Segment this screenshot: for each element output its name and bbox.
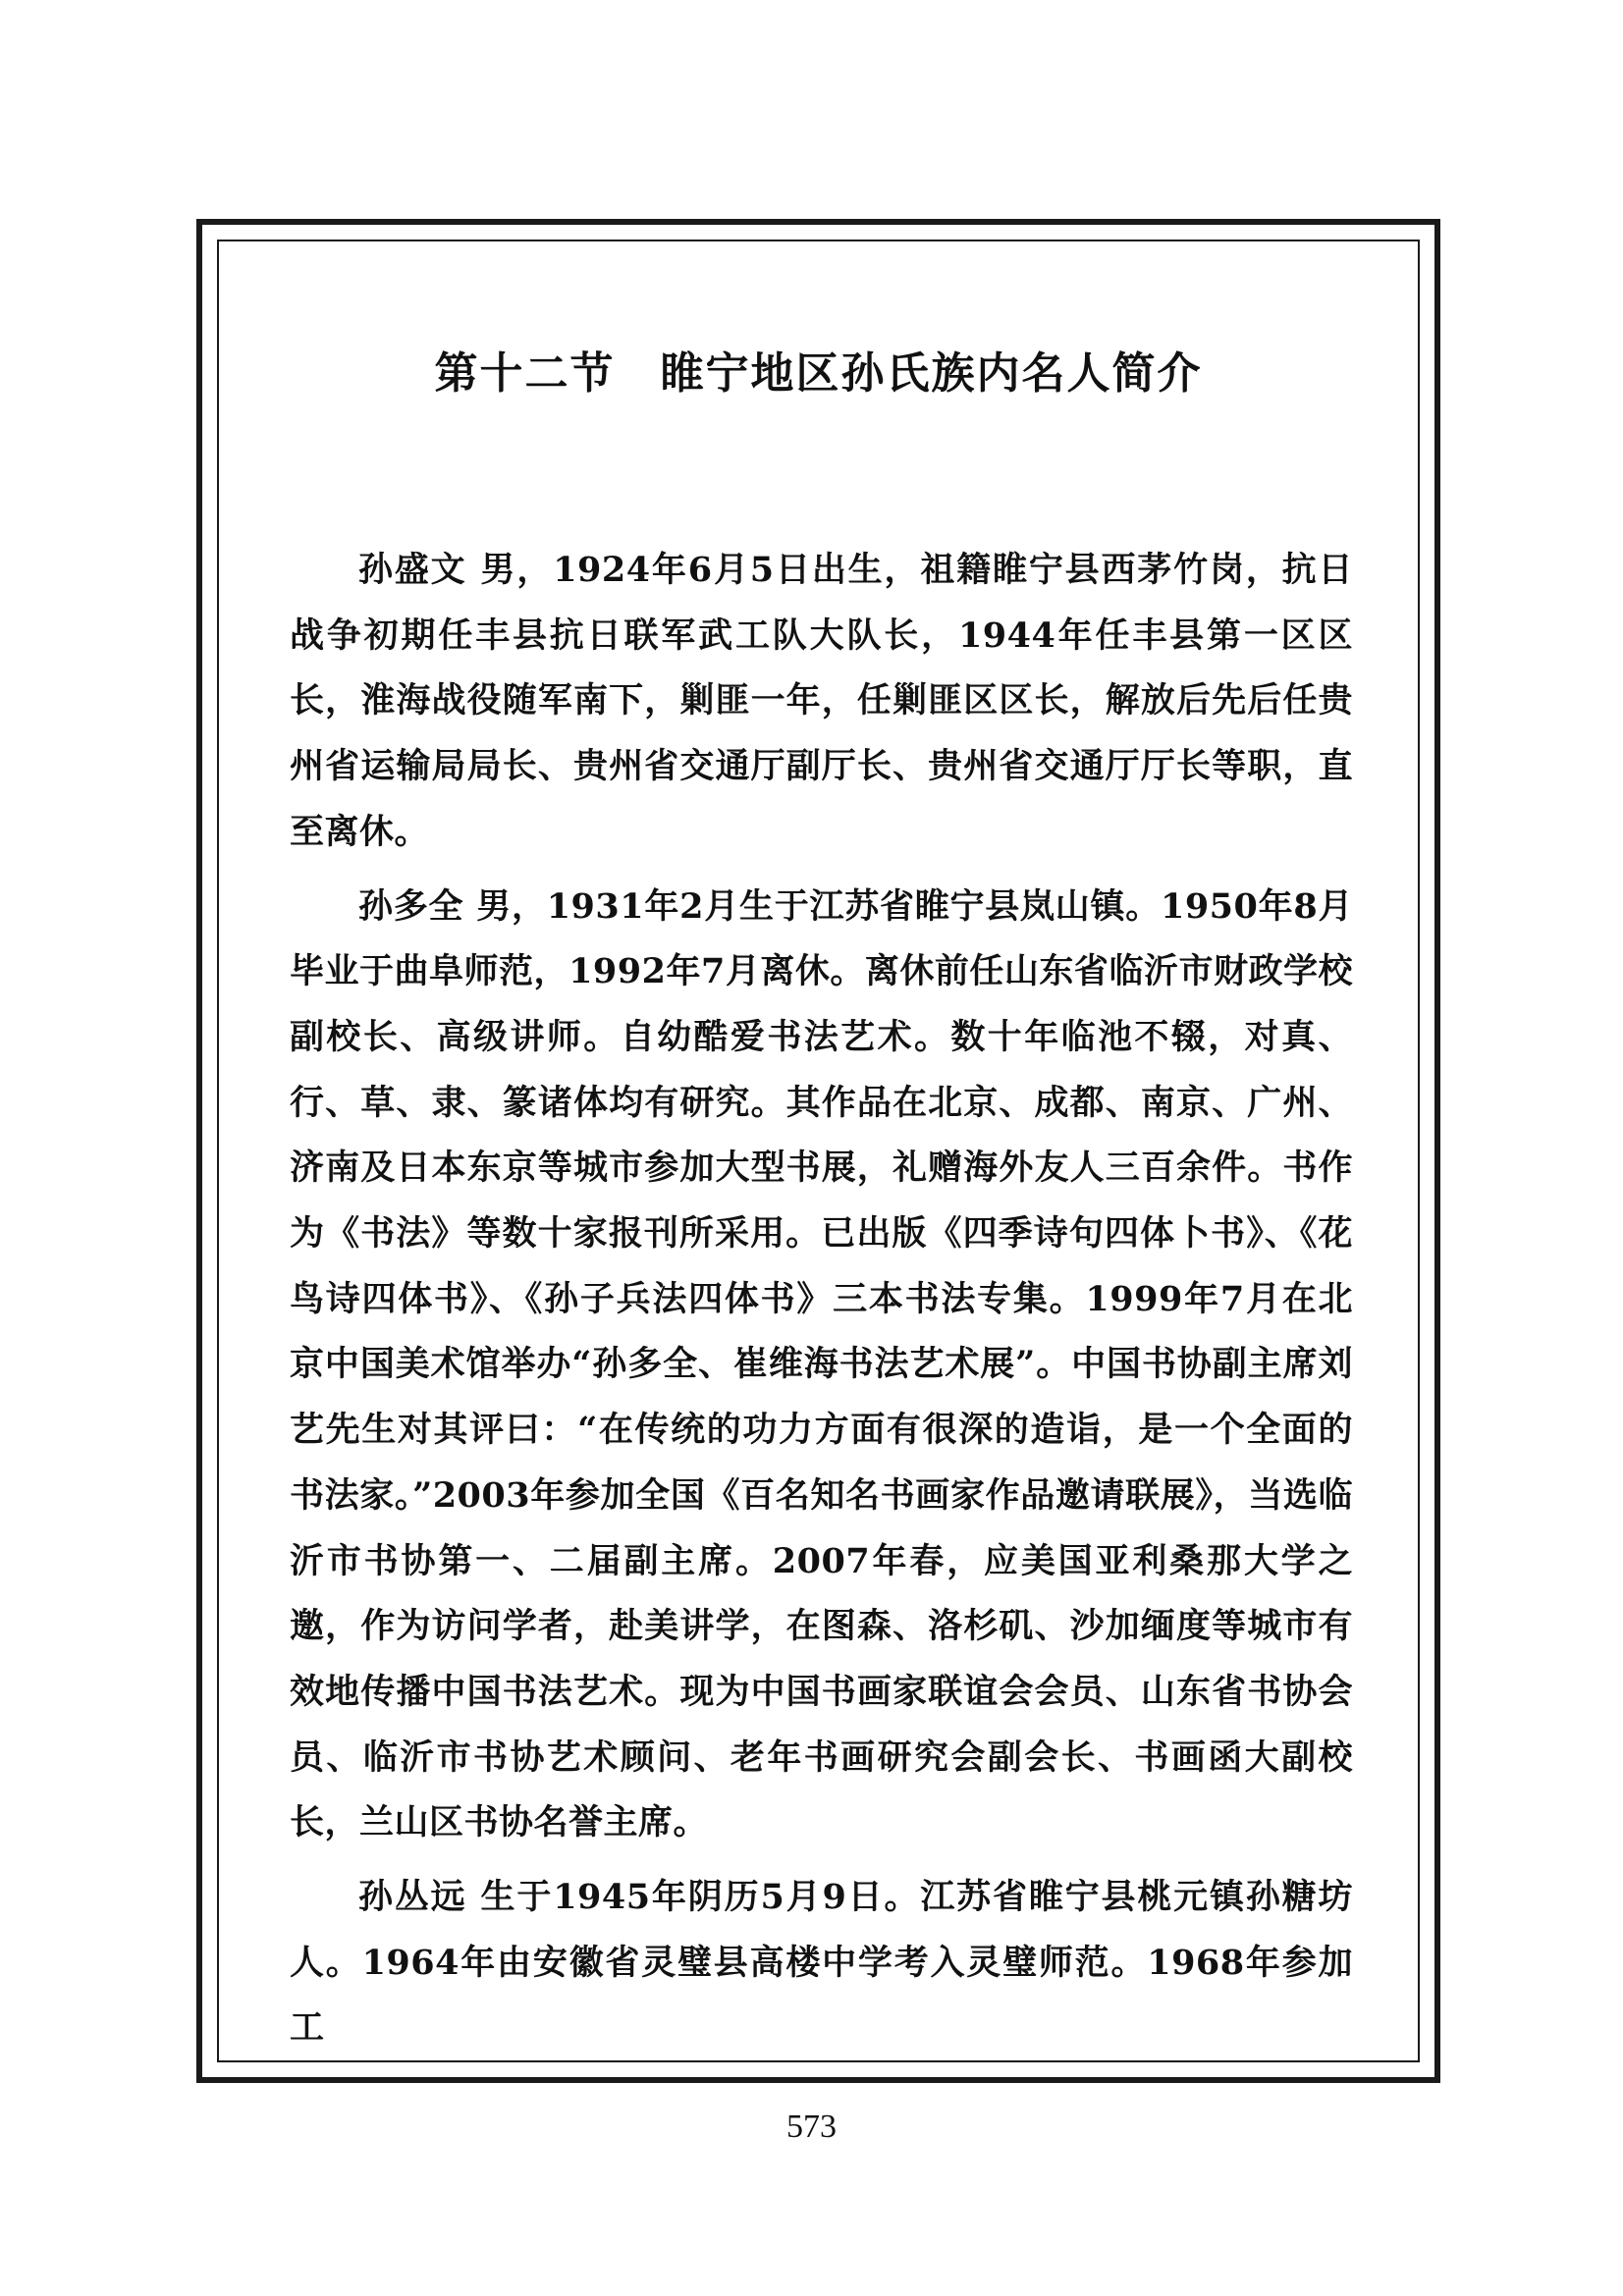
body-text xyxy=(290,538,1353,2070)
paragraph-sun-congyuan: 孙丛远 生于1945年阴历5月9日。江苏省睢宁县桃元镇孙糖坊人。1964年由安徽省灵璧县高楼中学考入灵璧师范。1968年参加工 xyxy=(290,1877,1353,2049)
paragraph-sun-shengwen: 孙盛文 男，1924年6月5日出生，祖籍睢宁县西茅竹岗，抗日战争初期任丰县抗日联军武工队大队长，1944年任丰县第一区区长，淮海战役随军南下，剿匪一年，任剿匪区区长，解放后先后任贵州省运输局局长、贵州省交通厅副厅长、贵州省交通厅厅长等职，直至离休。 xyxy=(290,550,1353,852)
section-title: 第十二节 睢宁地区孙氏族内名人简介 xyxy=(434,348,1203,399)
page-number: 573 xyxy=(786,2109,837,2145)
paragraph-sun-duoquan: 孙多全 男，1931年2月生于江苏省睢宁县岚山镇。1950年8月毕业于曲阜师范，1992年7月离休。离休前任山东省临沂市财政学校副校长、高级讲师。自幼酷爱书法艺术。数十年临池不辍，对真、行、草、隶、篆诸体均有研究。其作品在北京、成都、南京、广州、济南及日本东京等城市参加大型书展，礼赠海外友人三百余件。书作为《书法》等数十家报刊所采用。已出版《四季诗句四体卜书》、《花鸟诗四体书》、《孙子兵法四体书》三本书法专集。1999年7月在北京中国美术馆举办“孙多全、崔维海书法艺术展”。中国书协副主席刘艺先生对其评曰：“在传统的功力方面有很深的造诣，是一个全面的书法家。”2003年参加全国《百名知名书画家作品邀请联展》，当选临沂市书协第一、二届副主席。2007年春，应美国亚利桑那大学之邀，作为访问学者，赴美讲学，在图森、洛杉矶、沙加缅度等城市有效地传播中国书法艺术。现为中国书画家联谊会会员、山东省书协会员、临沂市书协艺术顾问、老年书画研究会副会长、书画函大副校长，兰山区书协名誉主席。 xyxy=(290,885,1353,1843)
